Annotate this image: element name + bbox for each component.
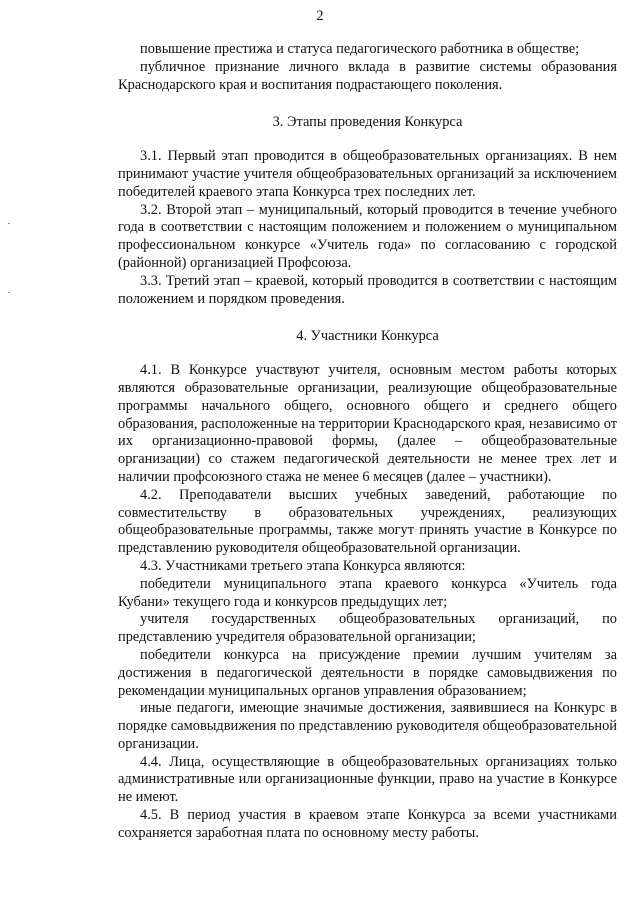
section-4-paragraph-6: победители конкурса на присуждение премии лучшим учителям за достижения в педагогической деятельности в порядке самовыдвижения по рекомендации муниципальных органов управления образованием;: [118, 646, 617, 699]
section-4-paragraph-2: 4.2. Преподаватели высших учебных заведений, работающие по совместительству в образовательных учреждениях, реализующих общеобразовательные программы, также могут принять участие в Конкурсе по представлению руководителя общеобразовательной организации.: [118, 486, 617, 557]
section-4-paragraph-8: 4.4. Лица, осуществляющие в общеобразовательных организациях только административные или организационные функции, право на участие в Конкурсе не имеют.: [118, 753, 617, 806]
section-3-paragraph-1: 3.1. Первый этап проводится в общеобразовательных организациях. В нем принимают участие учителя общеобразовательных организаций за исключением победителей краевого этапа Конкурса трех последних лет.: [118, 148, 617, 200]
section-3-paragraph-2: 3.2. Второй этап – муниципальный, который проводится в течение учебного года в соответствии с настоящим положением и положением о муниципальном профессиональном конкурсе «Учитель года» по согласованию с городской (районной) организацией Профсоюза.: [118, 201, 617, 271]
section-4-paragraph-5: учителя государственных общеобразовательных организаций, по представлению учредителя образовательной организации;: [118, 611, 617, 646]
section-4-paragraph-4: победители муниципального этапа краевого конкурса «Учитель года Кубани» текущего года и конкурсов предыдущих лет;: [118, 575, 617, 610]
intro-paragraph-2: публичное признание личного вклада в развитие системы образования Краснодарского края и воспитания подрастающего поколения.: [118, 58, 617, 93]
scan-speck: [8, 223, 10, 224]
document-body: [118, 41, 617, 843]
section-4-paragraph-7: иные педагоги, имеющие значимые достижения, заявившиеся на Конкурс в порядке самовыдвижения по представлению руководителя общеобразовательной организации.: [118, 700, 617, 752]
page-number: 2: [316, 8, 324, 24]
scan-speck: [8, 292, 10, 293]
section-4-paragraph-9: 4.5. В период участия в краевом этапе Конкурса за всеми участниками сохраняется заработная плата по основному месту работы.: [118, 807, 617, 841]
section-4-title: 4. Участники Конкурса: [296, 328, 439, 345]
section-4-paragraph-3: 4.3. Участниками третьего этапа Конкурса являются:: [140, 557, 466, 574]
section-3-paragraph-3: 3.3. Третий этап – краевой, который проводится в соответствии с настоящим положением и порядком проведения.: [118, 272, 617, 307]
section-4-paragraph-1: 4.1. В Конкурсе участвуют учителя, основным местом работы которых являются образовательные организации, реализующие общеобразовательные программы начального общего, основного общего и среднего общего образования, расположенные на территории Краснодарского края, независимо от их организационно-правовой формы, (далее – общеобразовательные организации) со стажем педагогической деятельности не менее трех лет и наличии профсоюзного стажа не менее 6 месяцев (далее – участники).: [118, 362, 617, 485]
intro-paragraph-1: повышение престижа и статуса педагогического работника в обществе;: [140, 41, 580, 57]
section-3-title: 3. Этапы проведения Конкурса: [272, 114, 463, 131]
